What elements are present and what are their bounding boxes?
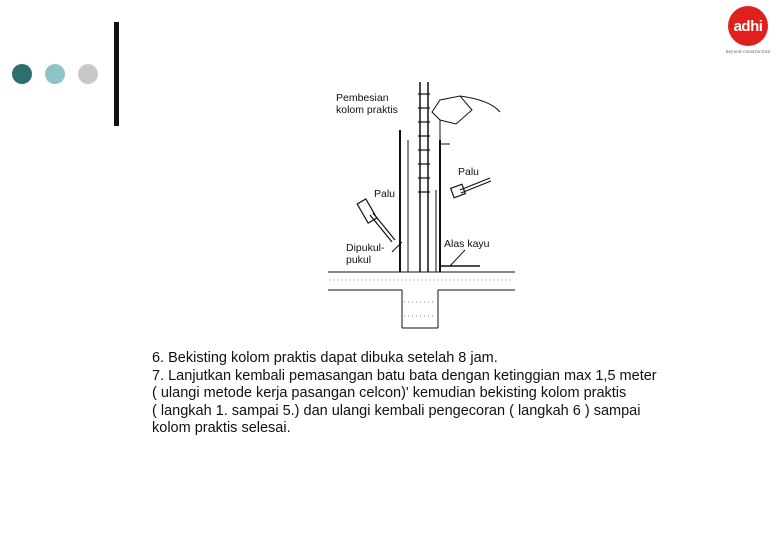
instruction-line: 7. Lanjutkan kembali pemasangan batu bata dengan ketinggian max 1,5 meter — [152, 367, 657, 384]
label-alas-kayu: Alas kayu — [444, 238, 490, 250]
column-clamp — [432, 96, 472, 124]
logo-tagline: beyond construction — [725, 50, 771, 55]
instruction-line: ( ulangi metode kerja pasangan celcon)' kemudian bekisting kolom praktis — [152, 385, 627, 401]
hammer-left-icon — [357, 199, 395, 242]
dot-gray — [78, 64, 98, 84]
dot-light-teal — [45, 64, 65, 84]
instruction-text — [152, 350, 752, 438]
dot-dark — [12, 64, 32, 84]
label-dipukul: Dipukul- pukul — [346, 242, 385, 266]
concrete-hatch — [330, 280, 512, 316]
instruction-line: ( langkah 1. sampai 5.) dan ulangi kembali pengecoran ( langkah 6 ) sampai — [152, 402, 641, 419]
decorative-bullet-dots — [12, 64, 98, 84]
instruction-line: kolom praktis selesai. — [152, 420, 291, 436]
diagram-drawing — [300, 80, 540, 340]
wood-base-leader — [450, 250, 465, 266]
label-palu-left: Palu — [374, 188, 396, 200]
company-logo — [722, 6, 774, 62]
instruction-line: 6. Bekisting kolom praktis dapat dibuka setelah 8 jam. — [152, 350, 498, 366]
logo-mark: adhi — [728, 6, 768, 46]
label-pembesian: Pembesian kolom praktis — [336, 92, 398, 116]
column-formwork-diagram — [300, 80, 540, 340]
label-palu-right: Palu — [458, 166, 480, 178]
clamp-wire — [460, 96, 500, 112]
title-divider-bar — [114, 22, 119, 126]
hammer-right-icon — [451, 178, 491, 198]
